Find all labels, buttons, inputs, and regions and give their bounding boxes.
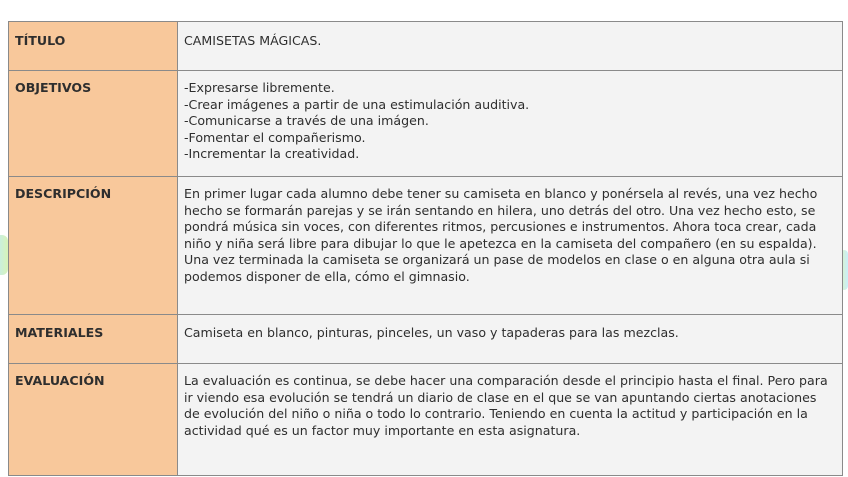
objectives-label: OBJETIVOS xyxy=(9,71,178,177)
title-row xyxy=(9,22,843,71)
evaluation-value: La evaluación es continua, se debe hacer una comparación desde el principio hasta el final. Pero para ir viendo esa evolución se tendrá un diario de clase en el que se van apuntando ciertas anotaciones de evolución del niño o niña o todo lo contrario. Teniendo en cuenta la actitud y participación en la actividad qué es un factor muy importante en esta asignatura. xyxy=(178,364,843,476)
description-label: DESCRIPCIÓN xyxy=(9,177,178,315)
activity-sheet-table xyxy=(8,21,843,476)
description-paragraph: Una vez terminada la camiseta se organizará un pase de modelos en clase o en alguna otra aula si podemos disponer de ella, cómo el gimnasio. xyxy=(184,252,810,284)
background-accent-left xyxy=(0,235,8,275)
objective-item: -Fomentar el compañerismo. xyxy=(184,129,366,145)
objectives-value xyxy=(178,71,843,177)
materials-row xyxy=(9,315,843,364)
title-label: TÍTULO xyxy=(9,22,178,71)
objective-item: -Comunicarse a través de una imágen. xyxy=(184,113,429,128)
evaluation-row xyxy=(9,364,843,476)
objective-item: -Expresarse libremente. xyxy=(184,80,335,95)
description-row xyxy=(9,177,843,315)
objectives-row xyxy=(9,71,843,177)
evaluation-label: EVALUACIÓN xyxy=(9,364,178,476)
description-paragraph: En primer lugar cada alumno debe tener su camiseta en blanco y ponérsela al revés, una vez hecho hecho se formarán parejas y se irán sentando en hilera, uno detrás del otro. Una vez hecho esto, se pondrá música sin voces, con diferentes ritmos, percusiones e instrumentos. Ahora toca crear, cada niño y niña será libre para dibujar lo que le apetezca en la camiseta del compañero (en su espalda). xyxy=(184,186,818,251)
title-value: CAMISETAS MÁGICAS. xyxy=(178,22,843,71)
materials-label: MATERIALES xyxy=(9,315,178,364)
materials-value: Camiseta en blanco, pinturas, pinceles, un vaso y tapaderas para las mezclas. xyxy=(178,315,843,364)
objective-item: -Crear imágenes a partir de una estimulación auditiva. xyxy=(184,96,530,112)
description-value xyxy=(178,177,843,315)
objective-item: -Incrementar la creatividad. xyxy=(184,146,360,161)
